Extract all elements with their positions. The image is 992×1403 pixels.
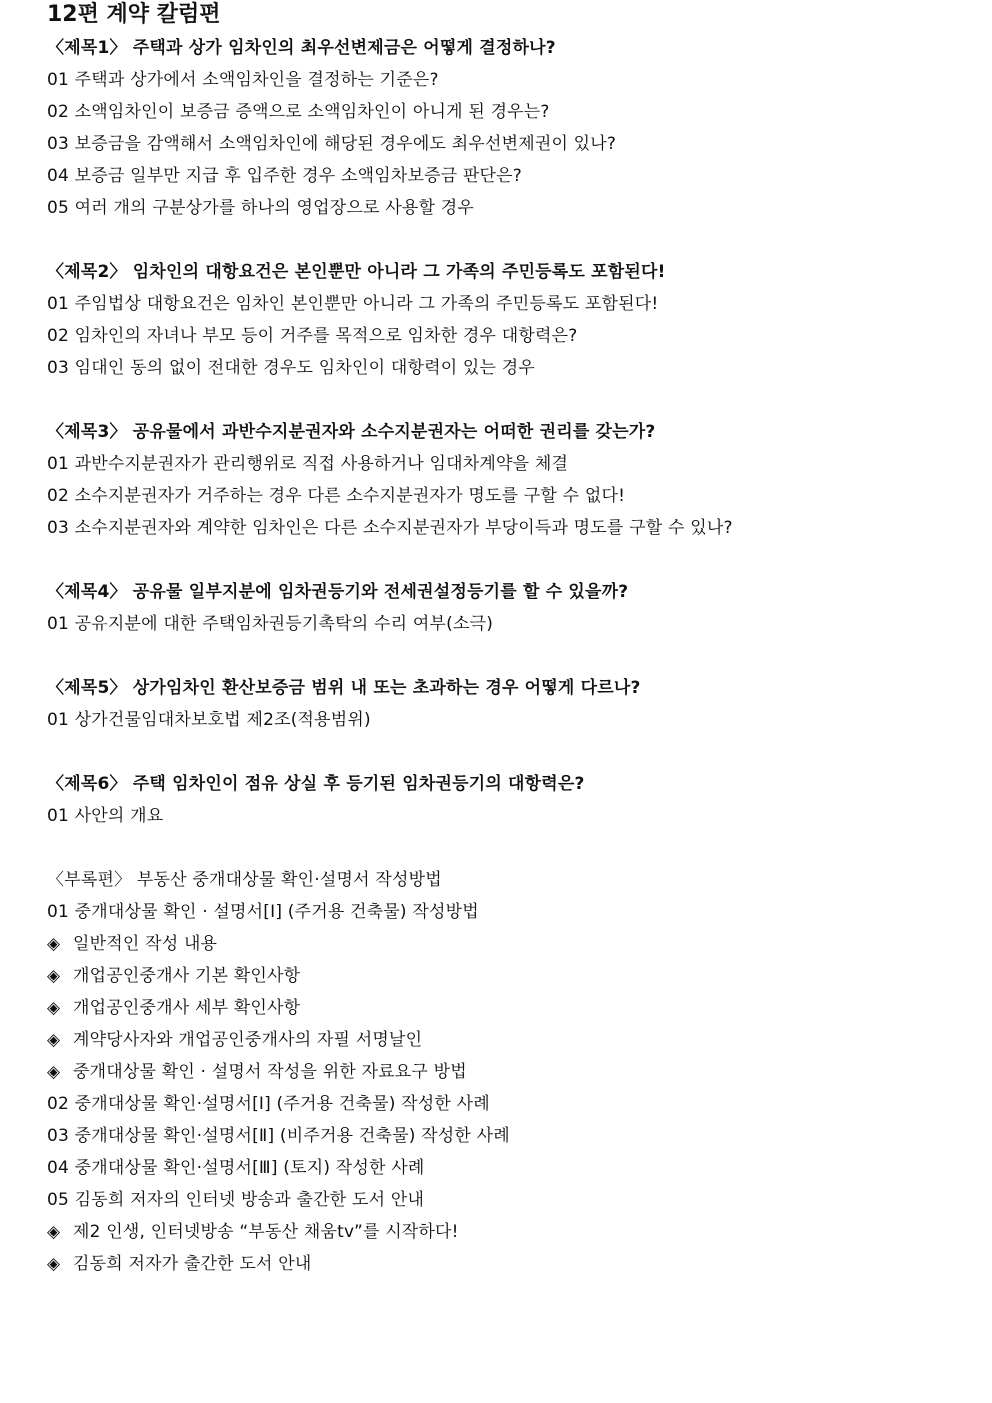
list-item: 03 소수지분권자와 계약한 임차인은 다른 소수지분권자가 부당이득과 명도를 구할 수 있나? [47, 518, 733, 538]
diamond-bullet-icon: ◈ [47, 966, 61, 986]
list-item: 01 주임법상 대항요건은 임차인 본인뿐만 아니라 그 가족의 주민등록도 포함된다! [47, 294, 659, 314]
bullet-item [47, 934, 217, 954]
diamond-bullet-icon: ◈ [47, 998, 61, 1018]
page-title: 12편 계약 칼럼편 [47, 2, 221, 27]
diamond-bullet-icon: ◈ [47, 934, 61, 954]
section-heading: 〈제목1〉 주택과 상가 임차인의 최우선변제금은 어떻게 결정하나? [47, 38, 556, 58]
list-item: 05 김동희 저자의 인터넷 방송과 출간한 도서 안내 [47, 1190, 425, 1210]
section-heading: 〈제목4〉 공유물 일부지분에 임차권등기와 전세권설정등기를 할 수 있을까? [47, 582, 629, 602]
bullet-item [47, 1254, 312, 1274]
bullet-item [47, 1030, 422, 1050]
list-item: 01 공유지분에 대한 주택임차권등기촉탁의 수리 여부(소극) [47, 614, 494, 634]
list-item: 03 임대인 동의 없이 전대한 경우도 임차인이 대항력이 있는 경우 [47, 358, 536, 378]
bullet-item [47, 1062, 467, 1082]
diamond-bullet-icon: ◈ [47, 1062, 61, 1082]
bullet-item [47, 1222, 459, 1242]
list-item: 02 임차인의 자녀나 부모 등이 거주를 목적으로 임차한 경우 대항력은? [47, 326, 578, 346]
list-item: 02 중개대상물 확인·설명서[Ⅰ] (주거용 건축물) 작성한 사례 [47, 1094, 490, 1114]
bullet-text: 김동희 저자가 출간한 도서 안내 [73, 1254, 312, 1274]
list-item: 01 주택과 상가에서 소액임차인을 결정하는 기준은? [47, 70, 439, 90]
list-item: 01 사안의 개요 [47, 806, 164, 826]
list-item: 02 소수지분권자가 거주하는 경우 다른 소수지분권자가 명도를 구할 수 없다! [47, 486, 626, 506]
list-item: 02 소액임차인이 보증금 증액으로 소액임차인이 아니게 된 경우는? [47, 102, 550, 122]
section-heading: 〈제목5〉 상가임차인 환산보증금 범위 내 또는 초과하는 경우 어떻게 다르나? [47, 678, 641, 698]
list-item: 04 중개대상물 확인·설명서[Ⅲ] (토지) 작성한 사례 [47, 1158, 425, 1178]
list-item: 01 중개대상물 확인 · 설명서[Ⅰ] (주거용 건축물) 작성방법 [47, 902, 479, 922]
bullet-text: 개업공인중개사 세부 확인사항 [73, 998, 301, 1018]
section-heading: 〈제목3〉 공유물에서 과반수지분권자와 소수지분권자는 어떠한 권리를 갖는가? [47, 422, 656, 442]
list-item: 01 상가건물임대차보호법 제2조(적용범위) [47, 710, 371, 730]
list-item: 04 보증금 일부만 지급 후 입주한 경우 소액임차보증금 판단은? [47, 166, 523, 186]
bullet-text: 계약당사자와 개업공인중개사의 자필 서명날인 [73, 1030, 423, 1050]
bullet-text: 제2 인생, 인터넷방송 “부동산 채움tv”를 시작하다! [73, 1222, 459, 1242]
list-item: 01 과반수지분권자가 관리행위로 직접 사용하거나 임대차계약을 체결 [47, 454, 569, 474]
section-heading: 〈제목6〉 주택 임차인이 점유 상실 후 등기된 임차권등기의 대항력은? [47, 774, 585, 794]
diamond-bullet-icon: ◈ [47, 1254, 61, 1274]
diamond-bullet-icon: ◈ [47, 1222, 61, 1242]
bullet-text: 개업공인중개사 기본 확인사항 [73, 966, 301, 986]
list-item: 05 여러 개의 구분상가를 하나의 영업장으로 사용할 경우 [47, 198, 474, 218]
bullet-text: 중개대상물 확인 · 설명서 작성을 위한 자료요구 방법 [73, 1062, 467, 1082]
list-item: 03 보증금을 감액해서 소액임차인에 해당된 경우에도 최우선변제권이 있나? [47, 134, 617, 154]
section-heading: 〈제목2〉 임차인의 대항요건은 본인뿐만 아니라 그 가족의 주민등록도 포함된다! [47, 262, 666, 282]
list-item: 03 중개대상물 확인·설명서[Ⅱ] (비주거용 건축물) 작성한 사례 [47, 1126, 510, 1146]
bullet-text: 일반적인 작성 내용 [73, 934, 218, 954]
bullet-item [47, 998, 300, 1018]
list-item: 〈부록편〉 부동산 중개대상물 확인·설명서 작성방법 [47, 870, 442, 890]
bullet-item [47, 966, 300, 986]
diamond-bullet-icon: ◈ [47, 1030, 61, 1050]
